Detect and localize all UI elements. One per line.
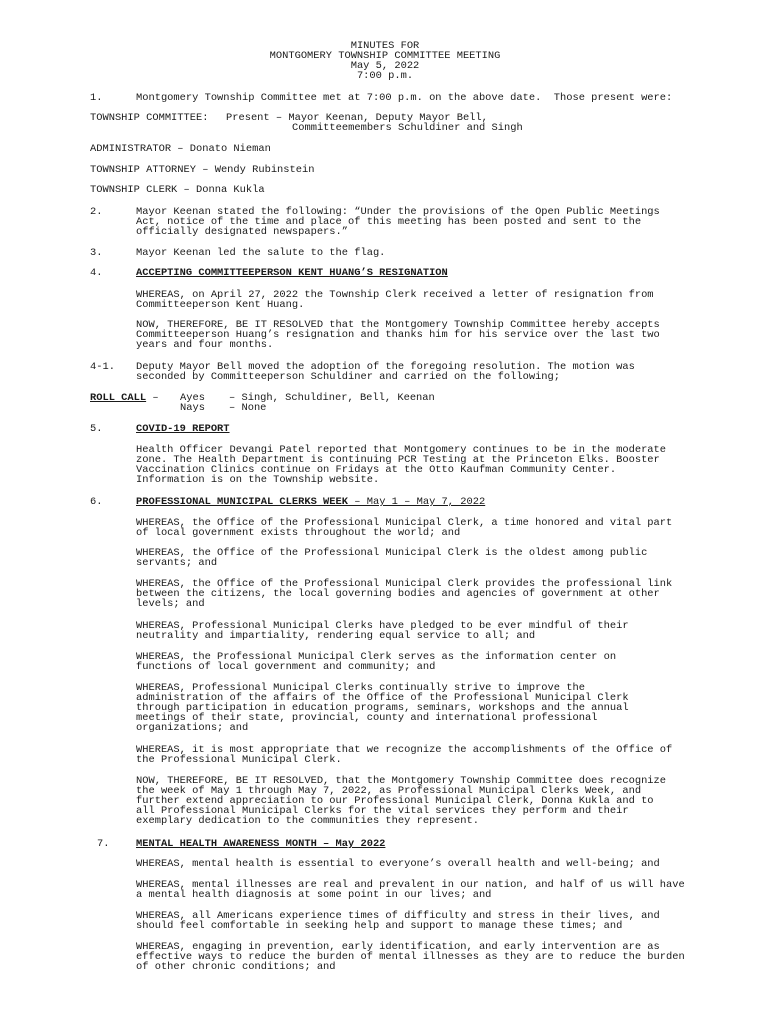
item-2-line: Mayor Keenan stated the following: “Under the provisions of the Open Public Meetings (136, 206, 660, 218)
item-3-number: 3. (90, 247, 103, 259)
item-6-heading: PROFESSIONAL MUNICIPAL CLERKS WEEK (136, 496, 349, 508)
item-6-para-line: WHEREAS, it is most appropriate that we recognize the accomplishments of the Office of (136, 744, 673, 756)
township-clerk: TOWNSHIP CLERK – Donna Kukla (90, 184, 265, 196)
item-7-para-line: WHEREAS, engaging in prevention, early identification, and early intervention are as (136, 941, 660, 953)
item-6-para-line: WHEREAS, the Office of the Professional Municipal Clerk provides the professional link (136, 578, 673, 590)
item-1-text: Montgomery Township Committee met at 7:00 p.m. on the above date. Those present were: (136, 92, 673, 104)
item-2-line: Act, notice of the time and place of this meeting has been posted and sent to the (136, 216, 642, 228)
header-line-4: 7:00 p.m. (356, 70, 414, 82)
header-line-1: MINUTES FOR (350, 40, 420, 52)
roll-call-nays-label: Nays (180, 402, 205, 414)
roll-call-nays-value: – None (229, 402, 267, 414)
item-6-heading-dates: – May 1 – May 7, 2022 (348, 496, 486, 508)
committee-label: TOWNSHIP COMMITTEE: (90, 112, 209, 124)
item-4-heading: ACCEPTING COMMITTEEPERSON KENT HUANG’S RESIGNATION (136, 267, 448, 279)
item-6-para-line: levels; and (136, 598, 205, 610)
item-4-1-line: Deputy Mayor Bell moved the adoption of the foregoing resolution. The motion was (136, 361, 635, 373)
item-6-number: 6. (90, 496, 103, 508)
item-6-para-line: administration of the affairs of the Office of the Professional Municipal Clerk (136, 692, 629, 704)
item-6-para-line: the Professional Municipal Clerk. (136, 754, 342, 766)
item-4-number: 4. (90, 267, 103, 279)
item-1-number: 1. (90, 92, 103, 104)
administrator: ADMINISTRATOR – Donato Nieman (90, 143, 271, 155)
item-5-number: 5. (90, 423, 103, 435)
item-7-heading: MENTAL HEALTH AWARENESS MONTH – May 2022 (136, 838, 386, 850)
item-4-1-line: seconded by Committeeperson Schuldiner and carried on the following; (136, 371, 561, 383)
roll-call-ayes-label: Ayes (180, 392, 205, 404)
item-6-para-line: through participation in education programs, seminars, workshops and the annual (136, 702, 629, 714)
item-7-para-line: of other chronic conditions; and (136, 961, 336, 973)
item-7-number: 7. (97, 838, 110, 850)
item-5-line: Vaccination Clinics continue on Fridays at the Otto Kaufman Community Center. (136, 464, 617, 476)
header-line-3: May 5, 2022 (350, 60, 420, 72)
roll-call-ayes-value: – Singh, Schuldiner, Bell, Keenan (229, 392, 435, 404)
item-6-para-line: further extend appreciation to our Professional Municipal Clerk, Donna Kukla and to (136, 795, 654, 807)
item-6-para-line: meetings of their state, provincial, county and international professional (136, 712, 598, 724)
item-6-para-line: NOW, THEREFORE, BE IT RESOLVED, that the Montgomery Township Committee does recognize (136, 775, 667, 787)
item-6-para-line: WHEREAS, the Professional Municipal Clerk serves as the information center on (136, 651, 617, 663)
committee-line-2: Committeemembers Schuldiner and Singh (292, 122, 523, 134)
item-5-line: Information is on the Township website. (136, 474, 380, 486)
roll-call (90, 393, 159, 404)
item-7-para-line: effective ways to reduce the burden of mental illnesses as they are to reduce the burden (136, 951, 685, 963)
item-6-heading-row (136, 497, 485, 508)
item-4-para-2-line: Committeeperson Huang’s resignation and thanks him for his service over the last two (136, 329, 660, 341)
item-6-para-line: organizations; and (136, 722, 249, 734)
item-7-para-line: WHEREAS, mental illnesses are real and prevalent in our nation, and half of us will have (136, 879, 685, 891)
header-line-2: MONTGOMERY TOWNSHIP COMMITTEE MEETING (269, 50, 501, 62)
committee-line-1: Present – Mayor Keenan, Deputy Mayor Bell, (226, 112, 488, 124)
item-6-para-line: WHEREAS, the Office of the Professional Municipal Clerk is the oldest among public (136, 547, 648, 559)
item-6-para-line: WHEREAS, Professional Municipal Clerks have pledged to be ever mindful of their (136, 620, 629, 632)
roll-call-label: ROLL CALL (90, 392, 147, 404)
item-4-para-1-line: Committeeperson Kent Huang. (136, 299, 305, 311)
item-6-para-line: of local government exists throughout the world; and (136, 527, 461, 539)
item-6-para-line: exemplary dedication to the communities they represent. (136, 815, 479, 827)
item-6-para-line: between the citizens, the local governing bodies and agencies of government at other (136, 588, 660, 600)
item-4-1-number: 4-1. (90, 361, 115, 373)
item-4-para-2-line: years and four months. (136, 339, 274, 351)
item-6-para-line: neutrality and impartiality, rendering equal service to all; and (136, 630, 536, 642)
item-6-para-line: WHEREAS, the Office of the Professional Municipal Clerk, a time honored and vital part (136, 517, 673, 529)
item-6-para-line: servants; and (136, 557, 218, 569)
item-6-para-line: the week of May 1 through May 7, 2022, as Professional Municipal Clerks Week, and (136, 785, 642, 797)
township-attorney: TOWNSHIP ATTORNEY – Wendy Rubinstein (90, 164, 315, 176)
item-2-line: officially designated newspapers.” (136, 226, 349, 238)
item-3-text: Mayor Keenan led the salute to the flag. (136, 247, 386, 259)
item-7-para-line: WHEREAS, mental health is essential to everyone’s overall health and well-being; and (136, 858, 660, 870)
item-5-heading: COVID-19 REPORT (136, 423, 230, 435)
item-2-number: 2. (90, 206, 103, 218)
roll-call-dash: – (146, 392, 159, 404)
item-6-para-line: WHEREAS, Professional Municipal Clerks continually strive to improve the (136, 682, 585, 694)
item-6-para-line: functions of local government and community; and (136, 661, 436, 673)
item-6-para-line: all Professional Municipal Clerks for the vital services they perform and their (136, 805, 629, 817)
item-7-para-line: a mental health diagnosis at some point in our lives; and (136, 889, 492, 901)
item-5-line: zone. The Health Department is continuing PCR Testing at the Princeton Elks. Booster (136, 454, 660, 466)
item-5-line: Health Officer Devangi Patel reported that Montgomery continues to be in the moderate (136, 444, 667, 456)
item-4-para-1-line: WHEREAS, on April 27, 2022 the Township Clerk received a letter of resignation from (136, 289, 654, 301)
item-4-para-2-line: NOW, THEREFORE, BE IT RESOLVED that the Montgomery Township Committee hereby accepts (136, 319, 660, 331)
item-7-para-line: should feel comfortable in seeking help and support to manage these times; and (136, 920, 623, 932)
item-7-para-line: WHEREAS, all Americans experience times of difficulty and stress in their lives, and (136, 910, 660, 922)
